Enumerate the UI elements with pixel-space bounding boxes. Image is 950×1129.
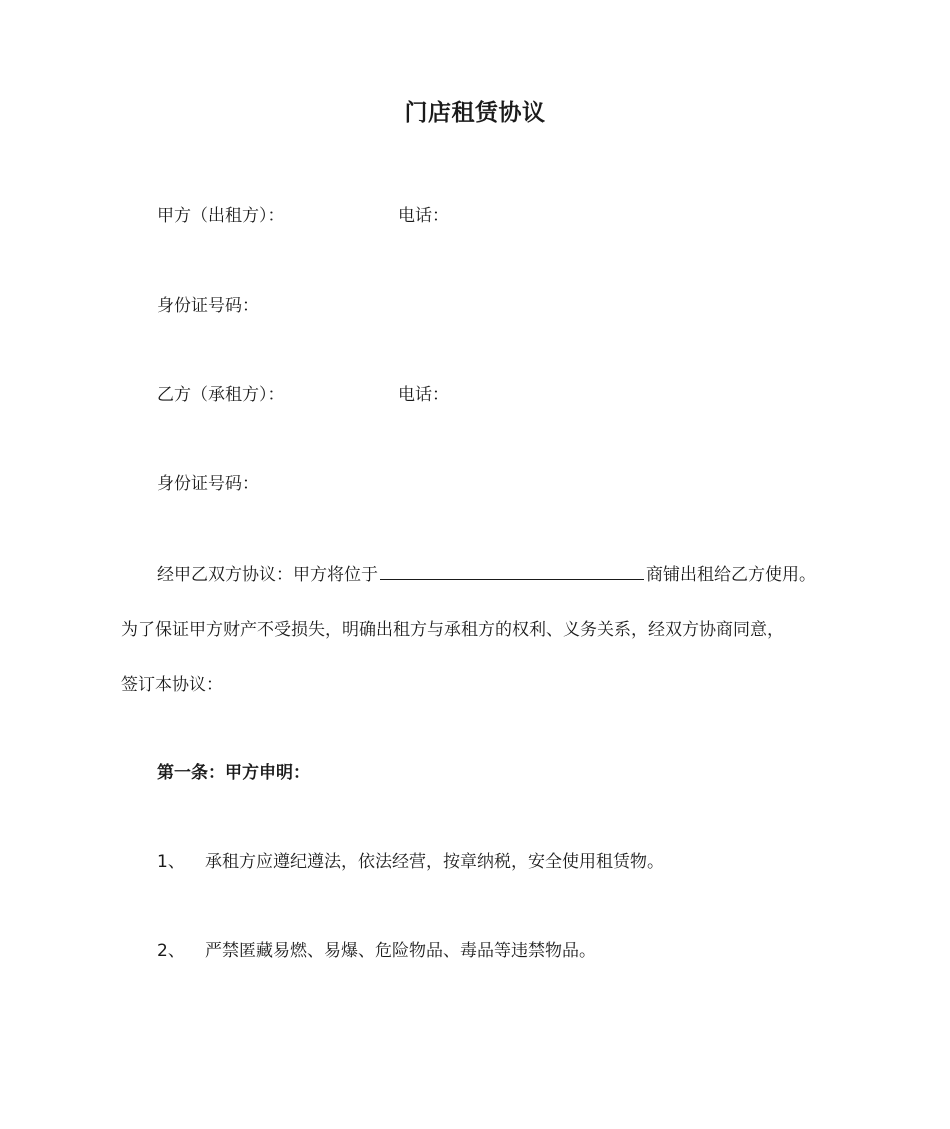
party-a-phone-label: 电话： [398, 206, 449, 226]
party-a-label: 甲方（出租方）： [157, 206, 285, 226]
list-item-text: 承租方应遵纪遵法，依法经营，按章纳税，安全使用租赁物。 [205, 852, 664, 872]
intro-line-1 [157, 559, 816, 589]
list-item-text: 严禁匿藏易燃、易爆、危险物品、毒品等违禁物品。 [205, 941, 596, 961]
list-item [157, 937, 596, 965]
party-b-label: 乙方（承租方）： [157, 385, 285, 405]
location-blank [380, 559, 644, 580]
intro-text-part1: 经甲乙双方协议：甲方将位于 [157, 565, 378, 585]
party-b-id-label: 身份证号码： [157, 474, 259, 494]
list-item-number: 1、 [157, 852, 185, 872]
intro-text-part2: 商铺出租给乙方使用。 [646, 565, 816, 585]
list-item [157, 848, 664, 876]
article-1-heading: 第一条：甲方申明： [157, 763, 310, 783]
intro-line-2: 为了保证甲方财产不受损失，明确出租方与承租方的权利、义务关系，经双方协商同意， [121, 620, 784, 640]
document-title: 门店租赁协议 [404, 100, 546, 126]
list-item-number: 2、 [157, 941, 185, 961]
party-b-phone-label: 电话： [398, 385, 449, 405]
party-a-id-label: 身份证号码： [157, 296, 259, 316]
intro-line-3: 签订本协议： [121, 675, 223, 695]
